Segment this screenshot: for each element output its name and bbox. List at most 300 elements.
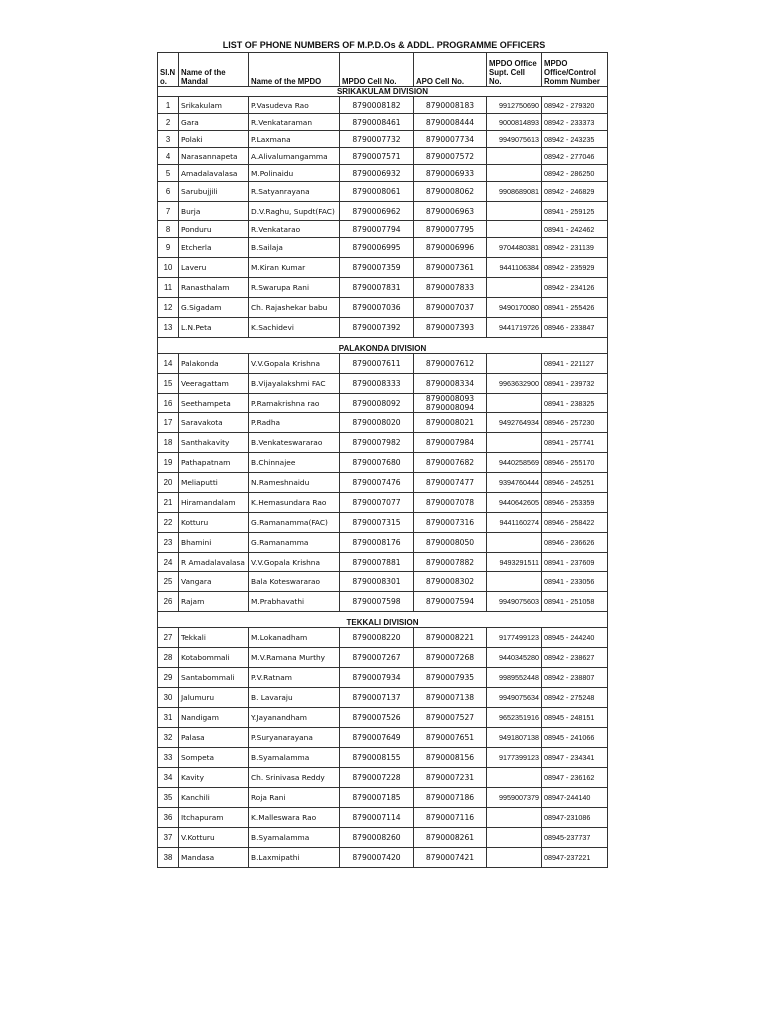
cell-apo-cell: 8790007186 <box>414 788 487 808</box>
cell-supt-cell <box>487 354 542 374</box>
cell-mpdo-cell: 8790007881 <box>340 553 414 572</box>
cell-apo-cell: 8790006996 <box>414 238 487 258</box>
cell-mpdo-cell: 8790007598 <box>340 592 414 612</box>
cell-sno: 9 <box>158 238 179 258</box>
cell-supt-cell: 9441106384 <box>487 258 542 278</box>
table-row <box>158 298 608 318</box>
division-name: SRIKAKULAM DIVISION <box>158 87 608 97</box>
cell-sno: 25 <box>158 572 179 592</box>
cell-mpdo-cell: 8790007114 <box>340 808 414 828</box>
cell-sno: 34 <box>158 768 179 788</box>
table-row <box>158 688 608 708</box>
table-row <box>158 648 608 668</box>
cell-control: 08941 - 257741 <box>542 433 608 453</box>
cell-mandal: Sompeta <box>179 748 249 768</box>
table-row <box>158 165 608 182</box>
cell-mpdo: N.Rameshnaidu <box>249 473 340 493</box>
cell-sno: 33 <box>158 748 179 768</box>
cell-sno: 16 <box>158 394 179 413</box>
cell-control: 08942 - 234126 <box>542 278 608 298</box>
cell-apo-cell: 8790007882 <box>414 553 487 572</box>
table-row <box>158 592 608 612</box>
cell-sno: 22 <box>158 513 179 533</box>
table-row <box>158 278 608 298</box>
cell-supt-cell: 9908689081 <box>487 182 542 202</box>
cell-mandal: Seethampeta <box>179 394 249 413</box>
table-row <box>158 668 608 688</box>
cell-mpdo: M.Lokanadham <box>249 628 340 648</box>
table-row <box>158 533 608 553</box>
cell-mpdo: Roja Rani <box>249 788 340 808</box>
cell-mpdo: P.V.Ratnam <box>249 668 340 688</box>
table-row <box>158 258 608 278</box>
cell-mandal: Rajam <box>179 592 249 612</box>
cell-mpdo: B. Lavaraju <box>249 688 340 708</box>
cell-mpdo-cell: 8790008061 <box>340 182 414 202</box>
cell-mpdo-cell: 8790007315 <box>340 513 414 533</box>
cell-apo-cell: 8790007935 <box>414 668 487 688</box>
table-row <box>158 131 608 148</box>
cell-control: 08946 - 255170 <box>542 453 608 473</box>
table-row <box>158 182 608 202</box>
cell-control: 08942 - 233373 <box>542 114 608 131</box>
cell-apo-cell: 8790007612 <box>414 354 487 374</box>
cell-sno: 15 <box>158 374 179 394</box>
cell-mpdo: R.Satyanrayana <box>249 182 340 202</box>
cell-apo-cell: 8790007527 <box>414 708 487 728</box>
cell-mpdo: M.Prabhavathi <box>249 592 340 612</box>
cell-mpdo: Y.Jayanandham <box>249 708 340 728</box>
header-apo-cell: APO Cell No. <box>414 53 487 87</box>
cell-mpdo-cell: 8790008301 <box>340 572 414 592</box>
cell-mpdo: R.Venkataraman <box>249 114 340 131</box>
cell-sno: 29 <box>158 668 179 688</box>
cell-apo-cell: 8790007795 <box>414 221 487 238</box>
cell-mpdo-cell: 8790007077 <box>340 493 414 513</box>
cell-sno: 35 <box>158 788 179 808</box>
table-row <box>158 318 608 338</box>
cell-mpdo-cell: 8790007571 <box>340 148 414 165</box>
cell-control: 08946 - 253359 <box>542 493 608 513</box>
cell-mpdo-cell: 8790007934 <box>340 668 414 688</box>
table-row <box>158 788 608 808</box>
cell-supt-cell: 9394760444 <box>487 473 542 493</box>
cell-supt-cell <box>487 148 542 165</box>
table-row <box>158 848 608 868</box>
cell-apo-cell: 8790007682 <box>414 453 487 473</box>
cell-control: 08947-237221 <box>542 848 608 868</box>
cell-mpdo-cell: 8790006962 <box>340 202 414 221</box>
cell-sno: 2 <box>158 114 179 131</box>
cell-supt-cell <box>487 768 542 788</box>
cell-mandal: Santhakavity <box>179 433 249 453</box>
cell-mandal: Polaki <box>179 131 249 148</box>
cell-apo-cell: 8790007572 <box>414 148 487 165</box>
cell-mandal: Mandasa <box>179 848 249 868</box>
cell-mpdo: M.Kiran Kumar <box>249 258 340 278</box>
cell-sno: 12 <box>158 298 179 318</box>
cell-supt-cell: 9440642605 <box>487 493 542 513</box>
cell-control: 08941 - 221127 <box>542 354 608 374</box>
cell-mpdo-cell: 8790008220 <box>340 628 414 648</box>
table-row <box>158 413 608 433</box>
cell-mandal: Amadalavalasa <box>179 165 249 182</box>
table-row <box>158 572 608 592</box>
cell-control: 08941 - 251058 <box>542 592 608 612</box>
cell-mpdo: V.V.Gopala Krishna <box>249 354 340 374</box>
cell-supt-cell: 9949075603 <box>487 592 542 612</box>
cell-mpdo-cell: 8790007476 <box>340 473 414 493</box>
cell-apo-cell: 8790006963 <box>414 202 487 221</box>
cell-sno: 4 <box>158 148 179 165</box>
cell-mandal: Palakonda <box>179 354 249 374</box>
cell-mpdo-cell: 8790007982 <box>340 433 414 453</box>
cell-apo-cell: 8790008183 <box>414 97 487 114</box>
cell-control: 08946 - 258422 <box>542 513 608 533</box>
cell-mpdo: G.Ramanamma(FAC) <box>249 513 340 533</box>
cell-sno: 28 <box>158 648 179 668</box>
cell-control: 08946 - 257230 <box>542 413 608 433</box>
cell-supt-cell: 9963632900 <box>487 374 542 394</box>
cell-mpdo-cell: 8790007359 <box>340 258 414 278</box>
cell-supt-cell: 9949075613 <box>487 131 542 148</box>
table-row <box>158 553 608 572</box>
cell-control: 08942 - 238807 <box>542 668 608 688</box>
division-row <box>158 338 608 354</box>
cell-mpdo: Bala Koteswararao <box>249 572 340 592</box>
cell-control: 08945 - 248151 <box>542 708 608 728</box>
cell-supt-cell <box>487 533 542 553</box>
cell-mpdo-cell: 8790008182 <box>340 97 414 114</box>
cell-supt-cell: 9441719726 <box>487 318 542 338</box>
cell-apo-cell: 8790008093 8790008094 <box>414 394 487 413</box>
cell-sno: 21 <box>158 493 179 513</box>
cell-control: 08942 - 286250 <box>542 165 608 182</box>
cell-apo-cell: 8790008221 <box>414 628 487 648</box>
cell-mandal: Ranasthalam <box>179 278 249 298</box>
table-row <box>158 221 608 238</box>
cell-mpdo: K.Hemasundara Rao <box>249 493 340 513</box>
cell-supt-cell <box>487 202 542 221</box>
cell-mandal: Laveru <box>179 258 249 278</box>
cell-mpdo: A.Alivalumangamma <box>249 148 340 165</box>
cell-mpdo-cell: 8790007036 <box>340 298 414 318</box>
cell-mpdo-cell: 8790008176 <box>340 533 414 553</box>
cell-sno: 18 <box>158 433 179 453</box>
cell-sno: 19 <box>158 453 179 473</box>
cell-sno: 24 <box>158 553 179 572</box>
cell-apo-cell: 8790007138 <box>414 688 487 708</box>
cell-mandal: G.Sigadam <box>179 298 249 318</box>
cell-apo-cell: 8790007477 <box>414 473 487 493</box>
cell-control: 08942 - 246829 <box>542 182 608 202</box>
cell-control: 08946 - 236626 <box>542 533 608 553</box>
cell-sno: 3 <box>158 131 179 148</box>
cell-supt-cell: 9440258569 <box>487 453 542 473</box>
cell-sno: 11 <box>158 278 179 298</box>
cell-mpdo-cell: 8790007420 <box>340 848 414 868</box>
cell-supt-cell <box>487 808 542 828</box>
cell-control: 08941 - 233056 <box>542 572 608 592</box>
cell-supt-cell: 9441160274 <box>487 513 542 533</box>
cell-supt-cell <box>487 848 542 868</box>
cell-mpdo: R.Swarupa Rani <box>249 278 340 298</box>
cell-mandal: Kanchili <box>179 788 249 808</box>
cell-mpdo-cell: 8790007526 <box>340 708 414 728</box>
header-supt-cell: MPDO Office Supt. Cell No. <box>487 53 542 87</box>
cell-mpdo: M.V.Ramana Murthy <box>249 648 340 668</box>
cell-supt-cell: 9912750690 <box>487 97 542 114</box>
cell-apo-cell: 8790008334 <box>414 374 487 394</box>
table-row <box>158 97 608 114</box>
cell-sno: 14 <box>158 354 179 374</box>
cell-mpdo: K.Malleswara Rao <box>249 808 340 828</box>
cell-sno: 30 <box>158 688 179 708</box>
cell-sno: 26 <box>158 592 179 612</box>
cell-mandal: R Amadalavalasa <box>179 553 249 572</box>
cell-control: 08942 - 238627 <box>542 648 608 668</box>
cell-supt-cell <box>487 572 542 592</box>
table-row <box>158 238 608 258</box>
division-name: TEKKALI DIVISION <box>158 612 608 628</box>
table-row <box>158 433 608 453</box>
cell-mpdo-cell: 8790007267 <box>340 648 414 668</box>
table-row <box>158 513 608 533</box>
cell-mpdo-cell: 8790008155 <box>340 748 414 768</box>
cell-control: 08942 - 275248 <box>542 688 608 708</box>
table-row <box>158 374 608 394</box>
cell-mandal: Kotturu <box>179 513 249 533</box>
header-sno: Sl.N o. <box>158 53 179 87</box>
cell-mpdo: B.Venkateswararao <box>249 433 340 453</box>
cell-mpdo-cell: 8790007611 <box>340 354 414 374</box>
cell-mpdo: V.V.Gopala Krishna <box>249 553 340 572</box>
cell-sno: 37 <box>158 828 179 848</box>
cell-control: 08942 - 277046 <box>542 148 608 165</box>
cell-mandal: Meliaputti <box>179 473 249 493</box>
cell-mandal: Sarubujjili <box>179 182 249 202</box>
division-row <box>158 87 608 97</box>
cell-apo-cell: 8790007984 <box>414 433 487 453</box>
cell-supt-cell: 9652351916 <box>487 708 542 728</box>
cell-sno: 32 <box>158 728 179 748</box>
cell-mpdo-cell: 8790007831 <box>340 278 414 298</box>
cell-control: 08941 - 238325 <box>542 394 608 413</box>
cell-sno: 7 <box>158 202 179 221</box>
cell-supt-cell <box>487 278 542 298</box>
cell-mpdo: B.Vijayalakshmi FAC <box>249 374 340 394</box>
cell-sno: 17 <box>158 413 179 433</box>
cell-control: 08941 - 239732 <box>542 374 608 394</box>
cell-apo-cell: 8790007078 <box>414 493 487 513</box>
cell-supt-cell <box>487 828 542 848</box>
cell-mpdo: B.Chinnajee <box>249 453 340 473</box>
cell-mpdo: R.Venkatarao <box>249 221 340 238</box>
cell-control: 08941 - 237609 <box>542 553 608 572</box>
cell-mandal: Srikakulam <box>179 97 249 114</box>
table-row <box>158 768 608 788</box>
cell-mandal: Bhamini <box>179 533 249 553</box>
cell-sno: 36 <box>158 808 179 828</box>
cell-supt-cell: 9177399123 <box>487 748 542 768</box>
table-row <box>158 354 608 374</box>
cell-supt-cell <box>487 433 542 453</box>
cell-supt-cell: 9491807138 <box>487 728 542 748</box>
cell-mpdo: P.Radha <box>249 413 340 433</box>
cell-mpdo: B.Syamalamma <box>249 748 340 768</box>
cell-control: 08941 - 259125 <box>542 202 608 221</box>
page-title: LIST OF PHONE NUMBERS OF M.P.D.Os & ADDL. PROGRAMME OFFICERS <box>222 40 546 50</box>
cell-mandal: Kavity <box>179 768 249 788</box>
cell-mandal: Jalumuru <box>179 688 249 708</box>
cell-sno: 31 <box>158 708 179 728</box>
cell-control: 08941 - 242462 <box>542 221 608 238</box>
table-row <box>158 728 608 748</box>
cell-mpdo-cell: 8790007185 <box>340 788 414 808</box>
cell-mpdo: Ch. Rajashekar babu <box>249 298 340 318</box>
cell-sno: 20 <box>158 473 179 493</box>
cell-control: 08946 - 233847 <box>542 318 608 338</box>
cell-sno: 27 <box>158 628 179 648</box>
table-row <box>158 114 608 131</box>
table-row <box>158 453 608 473</box>
cell-supt-cell: 9704480381 <box>487 238 542 258</box>
cell-mandal: Etcherla <box>179 238 249 258</box>
cell-supt-cell <box>487 394 542 413</box>
cell-control: 08947 - 236162 <box>542 768 608 788</box>
cell-mpdo-cell: 8790006995 <box>340 238 414 258</box>
cell-apo-cell: 8790008062 <box>414 182 487 202</box>
cell-mandal: Ponduru <box>179 221 249 238</box>
cell-apo-cell: 8790007316 <box>414 513 487 533</box>
cell-supt-cell: 9177499123 <box>487 628 542 648</box>
cell-mandal: Pathapatnam <box>179 453 249 473</box>
cell-sno: 13 <box>158 318 179 338</box>
cell-mpdo-cell: 8790006932 <box>340 165 414 182</box>
cell-sno: 23 <box>158 533 179 553</box>
table-row <box>158 828 608 848</box>
cell-mpdo: P.Laxmana <box>249 131 340 148</box>
cell-apo-cell: 8790007833 <box>414 278 487 298</box>
cell-supt-cell: 9440345280 <box>487 648 542 668</box>
cell-mpdo-cell: 8790007732 <box>340 131 414 148</box>
cell-mandal: Palasa <box>179 728 249 748</box>
cell-mpdo: B.Syamalamma <box>249 828 340 848</box>
cell-mpdo: D.V.Raghu, Supdt(FAC) <box>249 202 340 221</box>
cell-mandal: Vangara <box>179 572 249 592</box>
cell-mpdo: K.Sachidevi <box>249 318 340 338</box>
cell-apo-cell: 8790008444 <box>414 114 487 131</box>
table-row <box>158 202 608 221</box>
table-body <box>158 87 608 868</box>
cell-apo-cell: 8790007361 <box>414 258 487 278</box>
cell-mpdo: P.Ramakrishna rao <box>249 394 340 413</box>
cell-apo-cell: 8790008021 <box>414 413 487 433</box>
cell-mpdo-cell: 8790008461 <box>340 114 414 131</box>
cell-mpdo-cell: 8790008333 <box>340 374 414 394</box>
cell-mandal: Narasannapeta <box>179 148 249 165</box>
cell-apo-cell: 8790007734 <box>414 131 487 148</box>
cell-apo-cell: 8790007594 <box>414 592 487 612</box>
cell-mpdo: Ch. Srinivasa Reddy <box>249 768 340 788</box>
cell-mpdo-cell: 8790007392 <box>340 318 414 338</box>
cell-supt-cell: 9989552448 <box>487 668 542 688</box>
cell-mpdo: M.Polinaidu <box>249 165 340 182</box>
cell-apo-cell: 8790008156 <box>414 748 487 768</box>
cell-mandal: Veeragattam <box>179 374 249 394</box>
cell-sno: 1 <box>158 97 179 114</box>
cell-mpdo-cell: 8790007794 <box>340 221 414 238</box>
cell-control: 08947-244140 <box>542 788 608 808</box>
cell-supt-cell: 9959007379 <box>487 788 542 808</box>
cell-apo-cell: 8790007393 <box>414 318 487 338</box>
cell-apo-cell: 8790007116 <box>414 808 487 828</box>
table-row <box>158 148 608 165</box>
cell-mandal: Itchapuram <box>179 808 249 828</box>
division-row <box>158 612 608 628</box>
cell-mpdo-cell: 8790008260 <box>340 828 414 848</box>
cell-apo-cell: 8790007651 <box>414 728 487 748</box>
cell-mpdo: B.Laxmipathi <box>249 848 340 868</box>
cell-apo-cell: 8790007268 <box>414 648 487 668</box>
cell-mpdo-cell: 8790008020 <box>340 413 414 433</box>
cell-supt-cell: 9949075634 <box>487 688 542 708</box>
cell-mandal: Saravakota <box>179 413 249 433</box>
cell-mpdo: G.Ramanamma <box>249 533 340 553</box>
cell-supt-cell: 9493291511 <box>487 553 542 572</box>
cell-control: 08947-231086 <box>542 808 608 828</box>
cell-supt-cell <box>487 221 542 238</box>
cell-control: 08941 - 255426 <box>542 298 608 318</box>
cell-sno: 10 <box>158 258 179 278</box>
cell-mandal: Santabommali <box>179 668 249 688</box>
cell-control: 08942 - 243235 <box>542 131 608 148</box>
cell-control: 08942 - 231139 <box>542 238 608 258</box>
cell-mandal: Hiramandalam <box>179 493 249 513</box>
cell-mpdo: P.Suryanarayana <box>249 728 340 748</box>
cell-control: 08945 - 241066 <box>542 728 608 748</box>
header-mpdo: Name of the MPDO <box>249 53 340 87</box>
header-mandal: Name of the Mandal <box>179 53 249 87</box>
header-row <box>158 53 608 87</box>
table-row <box>158 748 608 768</box>
cell-sno: 6 <box>158 182 179 202</box>
cell-apo-cell: 8790008302 <box>414 572 487 592</box>
header-control-room: MPDO Office/Control Romm Number <box>542 53 608 87</box>
table-row <box>158 394 608 413</box>
cell-mandal: Kotabommali <box>179 648 249 668</box>
cell-mandal: Burja <box>179 202 249 221</box>
cell-apo-cell: 8790006933 <box>414 165 487 182</box>
cell-sno: 5 <box>158 165 179 182</box>
cell-mpdo-cell: 8790007228 <box>340 768 414 788</box>
phone-table <box>157 52 608 868</box>
table-row <box>158 473 608 493</box>
cell-control: 08945-237737 <box>542 828 608 848</box>
cell-mpdo-cell: 8790007680 <box>340 453 414 473</box>
cell-apo-cell: 8790008261 <box>414 828 487 848</box>
division-name: PALAKONDA DIVISION <box>158 338 608 354</box>
table-row <box>158 708 608 728</box>
cell-mandal: Nandigam <box>179 708 249 728</box>
header-mpdo-cell: MPDO Cell No. <box>340 53 414 87</box>
cell-mandal: V.Kotturu <box>179 828 249 848</box>
cell-mpdo-cell: 8790007649 <box>340 728 414 748</box>
cell-sno: 38 <box>158 848 179 868</box>
cell-control: 08947 - 234341 <box>542 748 608 768</box>
table-row <box>158 493 608 513</box>
cell-apo-cell: 8790007037 <box>414 298 487 318</box>
